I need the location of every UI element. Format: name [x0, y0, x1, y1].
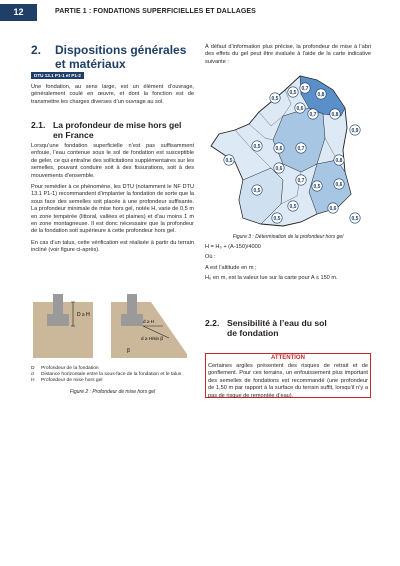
section-2-1-para3: En cas d’un talus, cette vérification est réalisée à partir du terrain incliné (voir figure ci-après). — [31, 239, 194, 254]
map-value: 0,8 — [331, 111, 339, 118]
figure-2-legend — [31, 366, 194, 385]
section-2-title-line1: Dispositions générales — [55, 43, 187, 57]
map-value: 0,7 — [309, 111, 317, 118]
formula-ou: Où : — [205, 254, 216, 261]
legend-item: H Profondeur de mise hors gel — [31, 378, 103, 384]
map-value: 0,8 — [335, 157, 343, 164]
formula: H = H₀ + (A-150)/4000 — [205, 244, 261, 250]
section-2-intro-block — [31, 84, 194, 106]
section-2-2-title-line1: Sensibilité à l’eau du sol — [227, 318, 327, 328]
map-intro-block — [205, 44, 371, 66]
section-2-heading — [31, 44, 201, 71]
map-value: 0,8 — [317, 91, 325, 98]
attention-text: Certaines argiles présentent des risques de retrait et de gonflement. Pour ces terrains, un enfouissement plus important des semelles de fondations est recommandé (une profondeur de 1,50 m par rapport à la surface du terrain suffit, lorsqu’il n’y a pas de risque de remontée d’eau). — [208, 363, 368, 399]
section-2-1-title-line1: La profondeur de mise hors gel — [53, 120, 182, 130]
legend-item: D Profondeur de la fondation — [31, 366, 99, 371]
dtu-badge: DTU 13.1 P1-1 et P1-2 — [31, 72, 84, 79]
footing-stem-right — [127, 294, 137, 314]
figure-3-map — [205, 68, 371, 230]
label-d-h: d ≥ H — [143, 319, 154, 324]
formula-block — [205, 244, 371, 283]
soil-slope — [111, 302, 187, 358]
definition-h0: H₀ en m, est la valeur lue sur la carte pour A ≤ 150 m. — [205, 275, 338, 282]
map-value: 0,7 — [301, 85, 309, 92]
label-dh: D ≥ H — [77, 312, 90, 318]
section-2-1-body — [31, 143, 194, 255]
label-beta: β — [127, 348, 130, 354]
map-value: 0,6 — [335, 181, 343, 188]
map-value: 0,5 — [289, 89, 297, 96]
map-value: 0,7 — [297, 177, 305, 184]
definition-a: A est l’altitude en m ; — [205, 264, 257, 271]
footing-base-left — [47, 314, 69, 326]
map-value: 0,7 — [297, 145, 305, 152]
map-value: 0,5 — [253, 143, 261, 150]
figure-2-caption: Figure 2 : Profondeur de mise hors gel — [69, 389, 156, 395]
map-value: 0,6 — [275, 145, 283, 152]
section-2-2-heading — [205, 318, 371, 339]
map-value: 0,6 — [296, 105, 304, 112]
map-intro: À défaut d’information plus précise, la profondeur de mise à l’abri des effets du gel peut être évaluée à l’aide de la carte indicative suivante : — [205, 44, 371, 65]
label-d-sin: d ≥ H/sin β — [141, 336, 164, 341]
footing-base-right — [121, 314, 143, 326]
map-value: 0,5 — [351, 215, 359, 222]
section-2-1-para1: Lorsqu’une fondation superficielle n’est pas suffisamment enfouie, l’eau contenue sous le sol de fondation est susceptible de geler, ce qui entraîne des sollicitations supplémentaires sur les semelles, pouvant conduire soit à des fissurations, soit à des mouvements d’ensemble. — [31, 143, 194, 179]
map-value: 0,5 — [273, 215, 281, 222]
section-2-title-line2: et matériaux — [55, 56, 126, 71]
map-value: 0,6 — [329, 205, 337, 212]
map-value: 0,9 — [351, 127, 359, 134]
section-2-intro: Une fondation, au sens large, est un élément d’ouvrage, généralement coulé en œuvre, et dont la fonction est de transmettre les charges diverses d’un ouvrage au sol. — [31, 84, 194, 105]
map-value: 0,6 — [275, 165, 283, 172]
map-value: 0,5 — [225, 157, 233, 164]
section-2-1-para2: Pour remédier à ce phénomène, les DTU (notamment le NF DTU 13.1 P1-1) recommandent d’implanter la fondation de sorte que la sous face des semelles soit placée à une profondeur suffisante. La profondeur minimale de mise hors gel, notée H, varie de 0,5 m en zone tempérée (littoral, vallées et plaines) et d’au moins 1 m en zone montagneuse. Il est donc nécessaire que la profondeur de la fondation soit supérieure à cette profondeur hors gel. — [31, 184, 194, 235]
section-2-1-number: 2.1. — [31, 120, 46, 130]
section-2-2-number: 2.2. — [205, 318, 220, 328]
footing-stem-left — [53, 294, 63, 314]
map-value: 0,5 — [313, 183, 321, 190]
page-header — [0, 0, 400, 21]
section-2-number: 2. — [31, 43, 42, 57]
section-2-1-title-line2: en France — [53, 130, 94, 141]
map-value: 0,5 — [289, 203, 297, 210]
section-2-1-heading — [31, 120, 194, 141]
figure-3-caption: Figure 3 : Détermination de la profondeur hors gel — [232, 234, 344, 240]
map-value: 0,5 — [253, 187, 261, 194]
figure-2-diagram — [31, 288, 191, 360]
section-2-2-title-line2: de fondation — [227, 328, 279, 339]
attention-title: ATTENTION — [271, 355, 305, 361]
legend-item: d Distance horizontale entre la sous-face de la fondation et le talus — [31, 372, 182, 378]
page-number: 12 — [0, 4, 37, 21]
map-value: 0,5 — [271, 95, 279, 102]
running-title: PARTIE 1 : FONDATIONS SUPERFICIELLES ET DALLAGES — [55, 8, 256, 15]
